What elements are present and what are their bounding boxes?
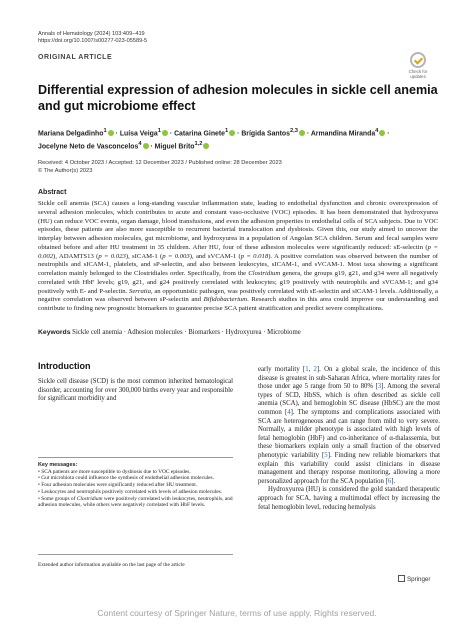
body-text: ]. The symptoms and complications associated with SCA are heterogeneous and can range from mild to very severe. Normally, a milder phenotype is associated with high levels of fetal hemoglobin (HbF) and co-inheritance of α-thalassemia, but these biomarkers explain only a small fraction of the observed phenotypic variability [: [258, 408, 441, 459]
introduction-right-text: [258, 366, 440, 512]
key-message-text: were positively correlated with leukocytes, neutrophils, and adhesion molecules, while others were negatively correlated with HbF levels.: [38, 495, 233, 509]
journal-citation: [38, 31, 147, 45]
citation-link[interactable]: 5: [324, 451, 328, 459]
citation-link[interactable]: 4: [287, 408, 291, 416]
author-affiliation: 2,3: [289, 128, 298, 134]
abstract-heading: Abstract: [38, 189, 67, 196]
abstract-text: genera, the groups g19, g21, and g34 were all negatively correlated with HbF levels; g19, g21, and g24 positively correlated with leukocytes; g19 positively with neutrophils and sVCAM-1; and g34 positively with E- and P-selectin.: [38, 270, 438, 295]
doi-link[interactable]: https://doi.org/10.1007/s00277-023-05589-5: [38, 38, 148, 44]
body-text: ]. Finding new reliable biomarkers that explain this variability could assist clinicians in disease management and therapy response monitoring, allowing a more personalized approach for the SCA population [: [258, 451, 440, 485]
author-affiliation: 1,2: [194, 141, 203, 148]
body-text: ]. Among the several types of SCD, HbSS, which is often described as sickle cell anemia (SCA), and hemoglobin SC disease (HbSC) are the most common [: [258, 383, 440, 416]
key-messages-title: Key messages:: [38, 462, 78, 468]
introduction-left-text: Sickle cell disease (SCD) is the most common inherited hematological disorder, accounting for over 300,000 births every year and responsible for significant morbidity and: [38, 378, 233, 403]
footnote-divider: [38, 554, 233, 555]
key-messages-divider: [38, 457, 233, 458]
keywords: [38, 329, 438, 338]
author-affiliation: 1: [103, 128, 107, 134]
citation-link[interactable]: 2: [313, 366, 317, 373]
history-dates: Received: 4 October 2023 / Accepted: 12 December 2023 / Published online: 28 December 2023: [38, 160, 282, 166]
p-value: p = 0.023: [98, 252, 126, 260]
keywords-label: Keywords: [38, 329, 71, 336]
p-value: p = 0.002: [38, 243, 439, 260]
orcid-icon[interactable]: [299, 130, 305, 136]
abstract-body: [38, 200, 438, 314]
orcid-icon[interactable]: [162, 130, 168, 136]
author-name[interactable]: Catarina Ginete: [174, 130, 225, 138]
abstract-text: ), sICAM-1 (: [125, 252, 163, 260]
key-message-item: • Leukocytes and neutrophils positively correlated with levels of adhesion molecules.: [38, 488, 223, 495]
abstract-text: . Research studies in this area could improve our understanding and contribute to finding new prognostic biomarkers to guarantee precise SCA patient stratification and predict severe complications.: [38, 296, 438, 312]
genus-name: Serratia: [129, 287, 151, 295]
publication-dates: [38, 159, 282, 175]
body-text: ,: [308, 366, 314, 373]
abstract-text: ), ADAMTS13 (: [53, 252, 99, 260]
author-affiliation: 1: [157, 128, 161, 134]
orcid-icon[interactable]: [108, 130, 114, 136]
publisher-name: Springer: [407, 576, 431, 583]
genus-name: Clostridium: [248, 270, 281, 277]
publisher-logo: [398, 575, 430, 583]
abstract-text: ). A positive correlation was observed between the number of neutrophils and sICAM-1, platelets, and sP-selectin, and also between leukocytes, sICAM-1, and sVCAM-1. Most taxa showing a significant correlation mainly belonged to the Clostridiales order. Specifically, from the: [38, 252, 439, 277]
springer-horse-icon: [398, 575, 405, 582]
author-list: Mariana Delgadinho$^1$ · Luísa Veiga$^1$ · Catarina Ginete$^1$ · Brígida Santos$^{2,3}$ · Armandina Miranda$^4$ · Jocelyne Neto de Vasconcelos$^4$ · Miguel Brito$^{1,2}$: [38, 128, 390, 151]
author-affiliation: 4: [138, 141, 142, 148]
author-affiliation: 4: [375, 128, 379, 134]
body-text: early mortality [: [258, 366, 306, 373]
journal-line: Annals of Hematology (2024) 103:409–419: [38, 31, 145, 37]
abstract-text: Sickle cell anemia (SCA) causes a long-standing vascular inflammation state, leading to endothelial dysfunction and chronic overexpression of several adhesion molecules, which contributes to acute and constant vaso-occlusive (VOC) episodes. It has been demonstrated that hydroxyurea (HU) can reduce VOC events, organ damage, blood transfusions, and even the adhesion properties to endothelial cells of SCA subjects. Due to VOC episodes, these patients are also more susceptible to recurrent bacterial translocation and dysbiosis. Given this, our study aimed to uncover the interplay between adhesion molecules, gut microbiome, and hydroxyurea in a population of Angolan SCA children. Serum and fecal samples were obtained before and after HU treatment in 35 children. After HU, four of these adhesion molecules were significantly reduced: sE-selectin (: [38, 200, 438, 251]
check-updates-icon: [410, 52, 426, 68]
badge-line-2: updates: [410, 74, 426, 79]
orcid-icon[interactable]: [143, 143, 149, 149]
orcid-icon[interactable]: [379, 130, 385, 136]
key-message-item: • SCA patients are more susceptible to dysbiosis due to VOC episodes.: [38, 468, 191, 475]
orcid-icon[interactable]: [203, 143, 209, 149]
abstract-text: , an opportunistic pathogen, was positively correlated with sE-selectin and sICAM-1 levels. Additionally, a negative correlation was observed between sP-selectin and: [38, 287, 438, 304]
author-name[interactable]: Miguel Brito: [154, 143, 195, 151]
citation-link[interactable]: 3: [377, 383, 382, 391]
abstract-text: ), and sVCAM-1 (: [189, 252, 241, 260]
author-name[interactable]: Brígida Santos: [241, 130, 290, 138]
copyright: © The Author(s) 2023: [38, 168, 93, 174]
p-value: p = 0.018: [240, 252, 269, 260]
author-name[interactable]: Jocelyne Neto de Vasconcelos: [38, 143, 139, 151]
article-title: Differential expression of adhesion molecules in sickle cell anemia and gut microbiome effect: [38, 83, 438, 113]
author-affiliation: 1: [225, 128, 229, 134]
extended-author-info: Extended author information available on the last page of the article: [38, 562, 185, 568]
key-message-item: [38, 496, 233, 509]
keywords-list: Sickle cell anemia · Adhesion molecules · Biomarkers · Hydroxyurea · Microbiome: [70, 329, 301, 336]
badge-line-1: Check for: [408, 69, 428, 74]
key-message-text: • Some groups of: [38, 495, 77, 502]
p-value: p = 0.003: [162, 252, 190, 260]
genus-name: Bifidobacterium: [203, 296, 248, 304]
orcid-icon[interactable]: [229, 130, 235, 136]
introduction-heading: Introduction: [38, 361, 91, 371]
courtesy-footer: Content courtesy of Springer Nature, terms of use apply. Rights reserved.: [97, 608, 377, 618]
citation-link[interactable]: 6: [387, 477, 392, 485]
author-name[interactable]: Luísa Veiga: [119, 130, 158, 138]
article-type-label: ORIGINAL ARTICLE: [38, 54, 113, 61]
body-text: ].: [391, 477, 396, 485]
author-name[interactable]: Armandina Miranda: [310, 130, 376, 138]
intro-paragraph-2: Hydroxyurea (HU) is considered the gold standard therapeutic approach for SCA, having a multimodal effect by increasing the fetal hemoglobin level, reducing hemolysis: [258, 486, 440, 511]
key-message-item: • Four adhesion molecules were significantly reduced after HU treatment.: [38, 482, 198, 489]
key-message-item: • Gut microbiota could influence the synthesis of endothelial adhesion molecules.: [38, 475, 214, 482]
body-text: ]. On a global scale, the incidence of this disease is greatest in sub-Saharan Africa, where mortality rates for those under age 5 range from 50 to 80% [: [258, 366, 440, 391]
intro-paragraph: [258, 366, 440, 486]
check-for-updates-badge[interactable]: [400, 52, 436, 79]
author-name[interactable]: Mariana Delgadinho: [38, 130, 104, 138]
genus-name: Clostridium: [76, 495, 103, 502]
citation-link[interactable]: 1: [305, 366, 309, 373]
key-messages-box: [38, 462, 233, 509]
